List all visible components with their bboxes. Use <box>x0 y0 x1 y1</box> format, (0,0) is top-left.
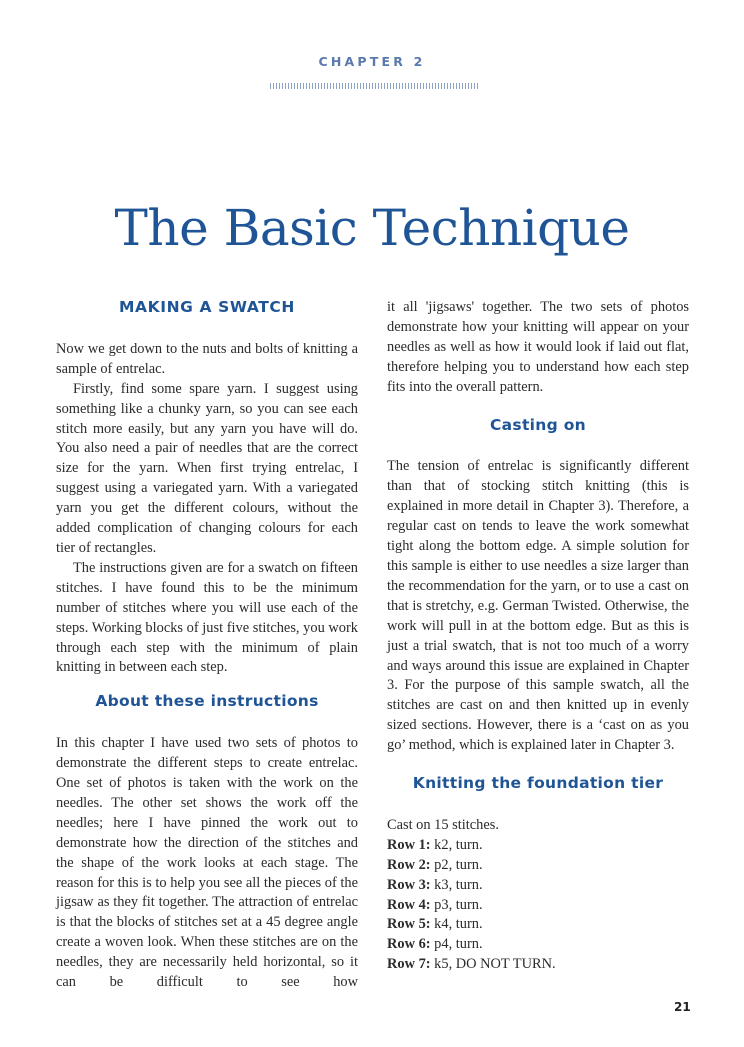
row-instructions <box>387 836 689 975</box>
decorative-rule <box>270 83 478 89</box>
row-label: Row 1: <box>387 836 431 853</box>
row-label: Row 7: <box>387 956 431 973</box>
paragraph: Firstly, find some spare yarn. I suggest using something like a chunky yarn, so you can see each stitch more easily, but any yarn you have will do. You also need a pair of needles that are the correct size for the yarn. When first trying entrelac, I suggest using a variegated yarn. With a variegated yarn you get the different colours, without the added complication of changing colours for each tier of rectangles. <box>56 380 358 556</box>
row-text: k2, turn. <box>430 836 483 853</box>
row-text: k4, turn. <box>430 916 483 933</box>
row-text: k5, DO NOT TURN. <box>430 956 556 973</box>
section-heading-about-instructions: About these instructions <box>95 692 319 711</box>
section-heading-making-swatch: MAKING A SWATCH <box>119 298 295 316</box>
right-column <box>387 298 689 975</box>
row-text: p3, turn. <box>430 896 483 913</box>
paragraph: Now we get down to the nuts and bolts of knitting a sample of entrelac. <box>56 340 358 377</box>
page-title: The Basic Technique <box>114 198 630 257</box>
row-label: Row 2: <box>387 856 431 873</box>
row-instruction <box>387 836 689 856</box>
row-label: Row 3: <box>387 876 431 893</box>
row-instruction <box>387 935 689 955</box>
section-heading-casting-on: Casting on <box>490 415 586 434</box>
chapter-label: CHAPTER 2 <box>318 54 426 69</box>
paragraph: The instructions given are for a swatch on fifteen stitches. I have found this to be the minimum number of stitches where you will use each of the steps. Working blocks of just five stitches, you work through each step with the minimum of plain knitting in between each step. <box>56 559 358 676</box>
row-text: k3, turn. <box>430 876 483 893</box>
row-instruction <box>387 876 689 896</box>
paragraph: it all 'jigsaws' together. The two sets of photos demonstrate how your knitting will appear on your needles as well as how it would look if laid out flat, therefore helping you to understand how each step fits into the overall pattern. <box>387 299 689 395</box>
section-heading-foundation-tier: Knitting the foundation tier <box>412 774 664 793</box>
instruction-intro: Cast on 15 stitches. <box>387 816 499 833</box>
row-text: p4, turn. <box>430 936 483 953</box>
paragraph: In this chapter I have used two sets of photos to demonstrate the different steps to create entrelac. One set of photos is taken with the work on the needles. The other set shows the work off the needles; here I have pinned the work out to demonstrate how the direction of the stitches and the shape of the work looks at each stage. The reason for this is to help you see all the pieces of the jigsaw as they fit together. The attraction of entrelac is that the blocks of stitches set at a 45 degree angle create a woven look. When these stitches are on the needles, they are necessarily held horizontal, so it can be difficult to see how <box>56 735 358 991</box>
row-instruction <box>387 915 689 935</box>
row-instruction <box>387 955 689 975</box>
left-column <box>56 298 358 993</box>
row-label: Row 4: <box>387 896 431 913</box>
paragraph: The tension of entrelac is significantly different than that of stocking stitch knitting (this is explained in more detail in Chapter 3). Therefore, a regular cast on tends to leave the work somewhat tight along the bottom edge. A simple solution for this sample is either to use needles a size larger than the recommendation for the yarn, or to use a cast on that is stretchy, e.g. German Twisted. Otherwise, the work will pull in at the bottom edge. But as this is just a trial swatch, that is not too much of a worry and ways around this issue are explained in Chapter 3. For the purpose of this sample swatch, all the stitches are cast on and then knitted up in evenly sized sections. However, there is a ‘cast on as you go’ method, which is explained later in Chapter 3. <box>387 458 689 754</box>
page-number: 21 <box>674 1000 691 1014</box>
row-text: p2, turn. <box>430 856 483 873</box>
row-instruction <box>387 856 689 876</box>
row-label: Row 6: <box>387 936 431 953</box>
row-label: Row 5: <box>387 916 431 933</box>
row-instruction <box>387 896 689 916</box>
